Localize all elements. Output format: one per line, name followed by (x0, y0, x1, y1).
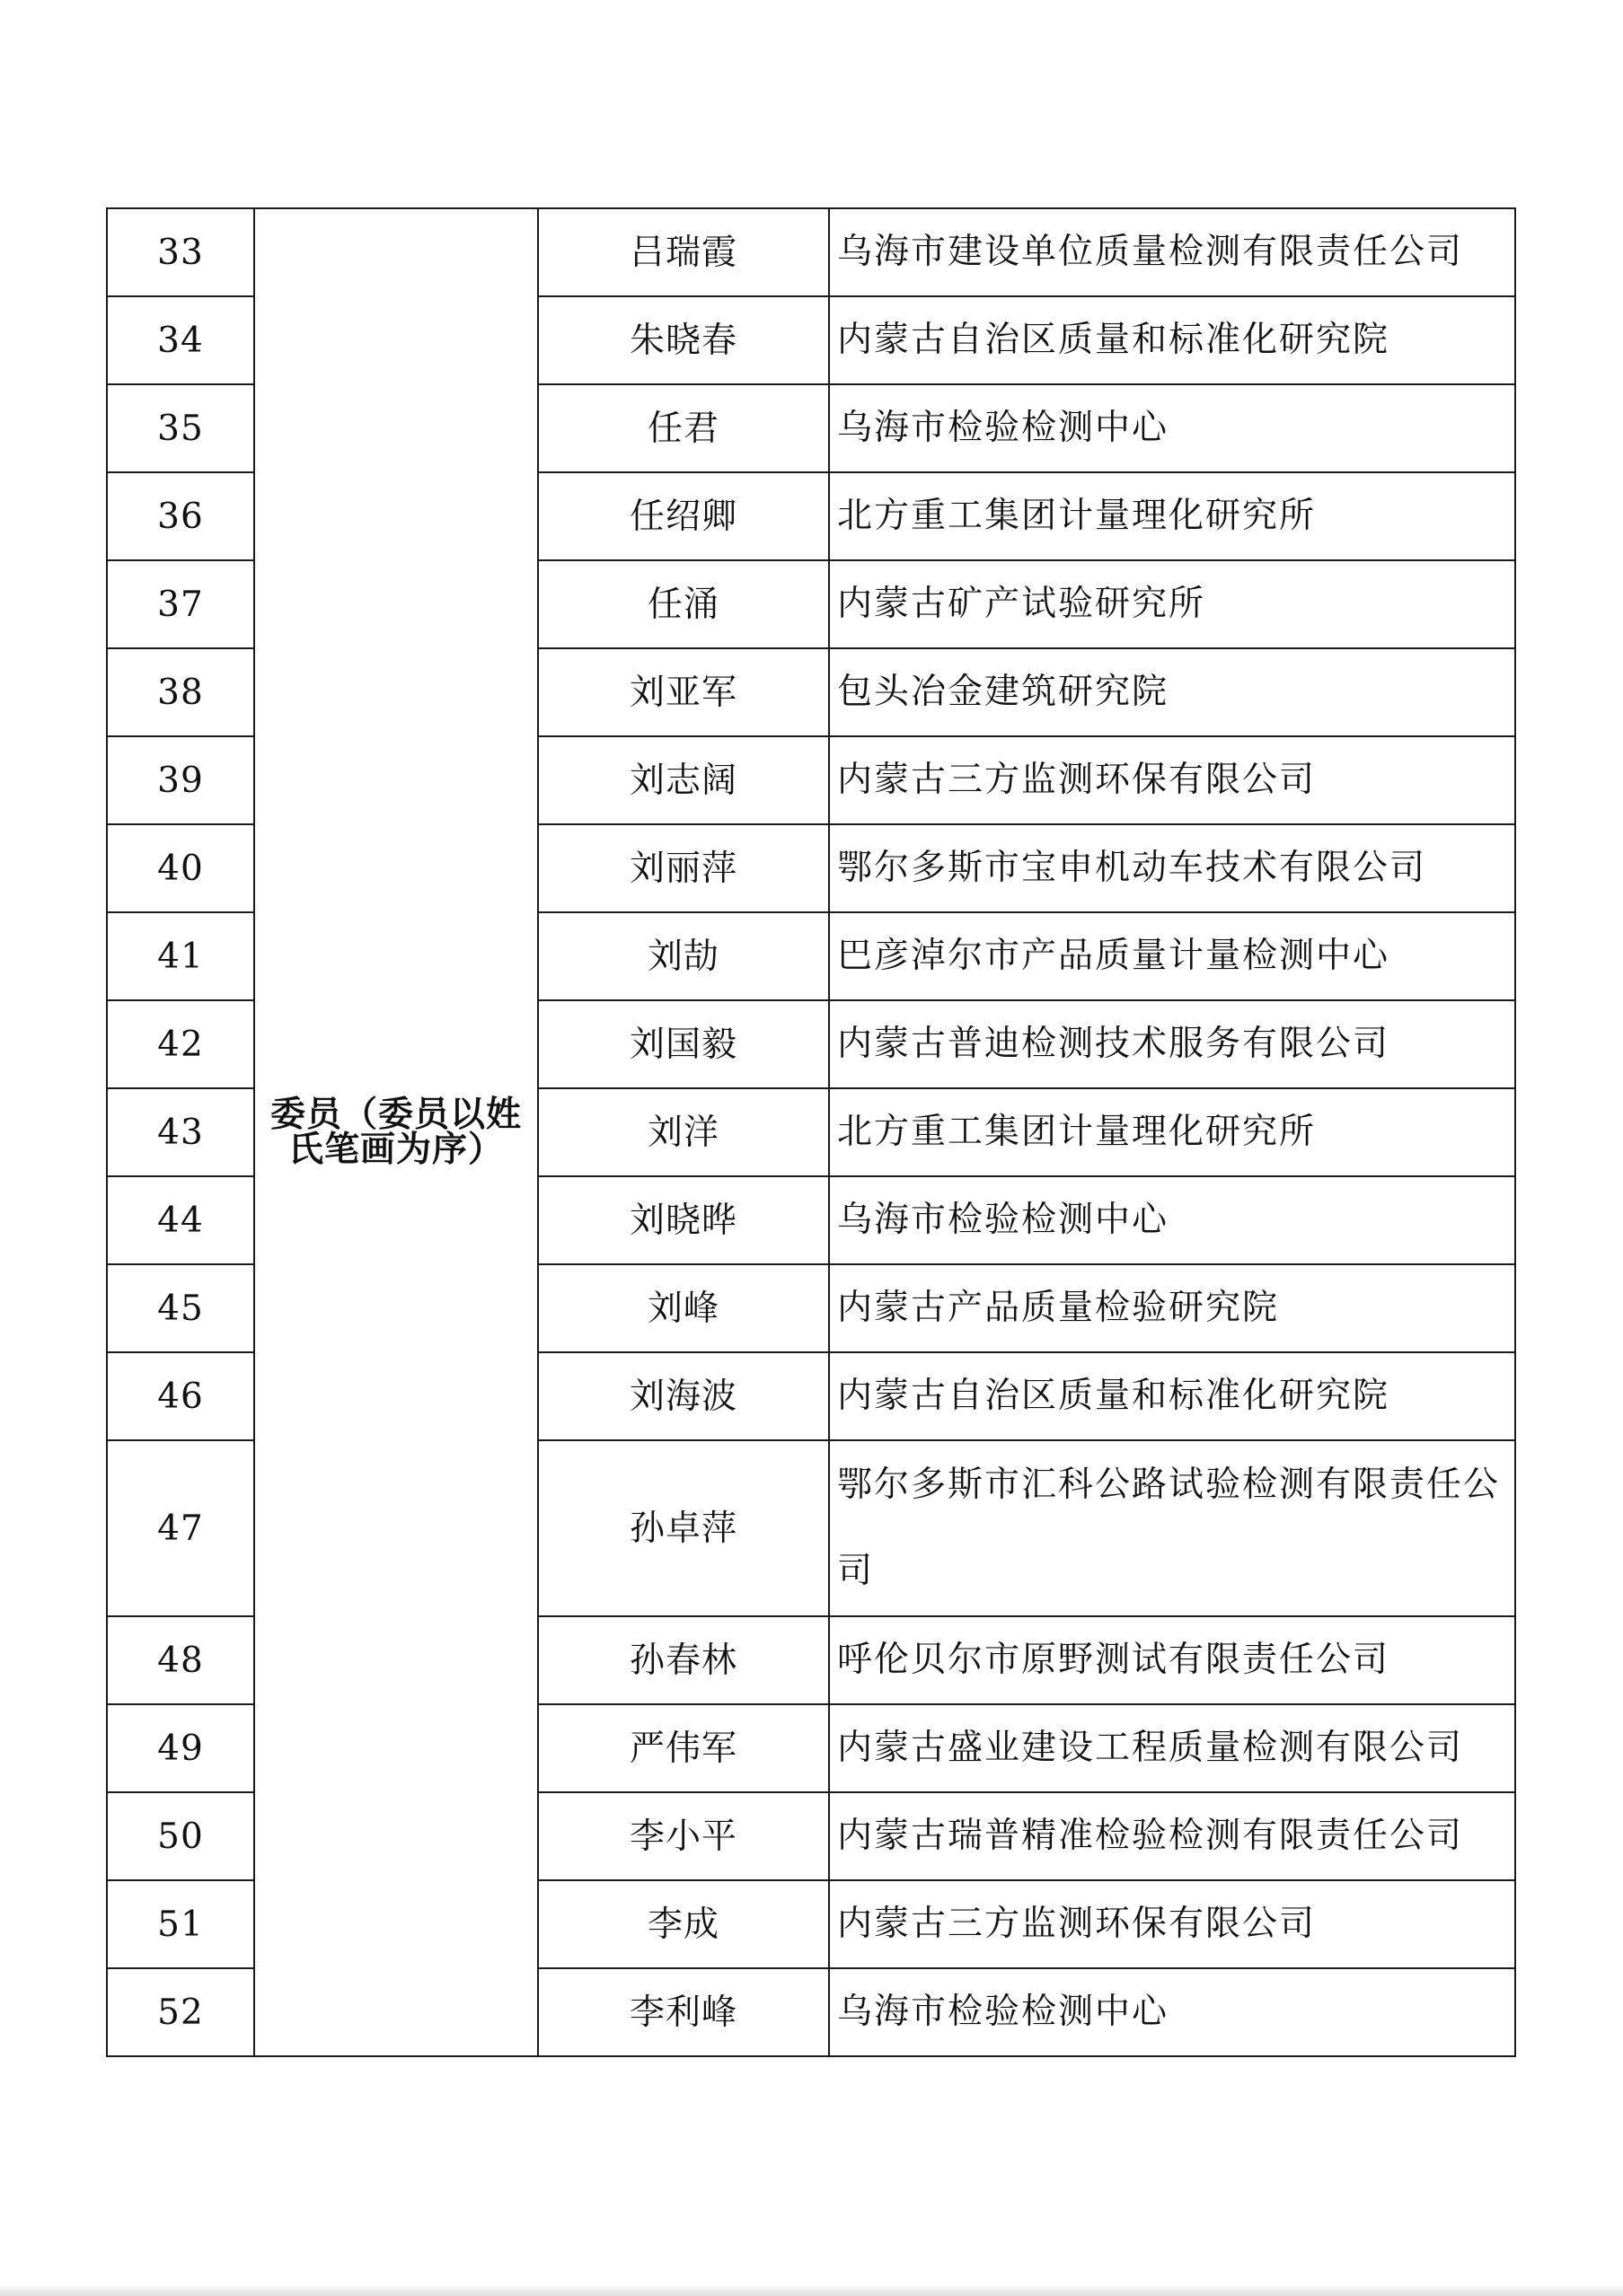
organization-text: 包头冶金建筑研究院 (837, 672, 1169, 712)
member-organization (829, 1792, 1515, 1880)
row-number: 40 (107, 824, 254, 912)
row-number: 45 (107, 1264, 254, 1352)
member-organization (829, 1088, 1515, 1176)
organization-text: 乌海市建设单位质量检测有限责任公司 (837, 232, 1464, 272)
member-organization (829, 824, 1515, 912)
member-name: 朱晓春 (538, 296, 829, 384)
organization-text: 乌海市检验检测中心 (837, 408, 1169, 448)
row-number: 46 (107, 1352, 254, 1440)
organization-text: 北方重工集团计量理化研究所 (837, 1112, 1317, 1152)
member-organization (829, 384, 1515, 472)
organization-text: 内蒙古自治区质量和标准化研究院 (837, 1376, 1390, 1416)
member-organization (829, 1440, 1515, 1616)
member-name: 任绍卿 (538, 472, 829, 560)
row-number: 34 (107, 296, 254, 384)
organization-text: 内蒙古自治区质量和标准化研究院 (837, 320, 1390, 360)
organization-text: 内蒙古三方监测环保有限公司 (837, 1904, 1317, 1944)
member-organization (829, 1704, 1515, 1792)
member-organization (829, 208, 1515, 296)
organization-text: 鄂尔多斯市宝申机动车技术有限公司 (837, 848, 1427, 888)
row-number: 49 (107, 1704, 254, 1792)
member-name: 李利峰 (538, 1968, 829, 2056)
member-organization (829, 560, 1515, 648)
member-name: 刘海波 (538, 1352, 829, 1440)
organization-text: 呼伦贝尔市原野测试有限责任公司 (837, 1640, 1390, 1680)
member-organization (829, 1000, 1515, 1088)
member-name: 孙春林 (538, 1616, 829, 1704)
member-name: 李小平 (538, 1792, 829, 1880)
organization-text: 内蒙古产品质量检验研究院 (837, 1288, 1280, 1328)
row-number: 33 (107, 208, 254, 296)
organization-text: 北方重工集团计量理化研究所 (837, 496, 1317, 536)
member-organization (829, 1880, 1515, 1968)
table-row (107, 208, 1515, 296)
member-organization (829, 472, 1515, 560)
member-organization (829, 912, 1515, 1000)
member-organization (829, 1352, 1515, 1440)
organization-text: 内蒙古矿产试验研究所 (837, 584, 1206, 624)
member-name: 刘志阔 (538, 736, 829, 824)
member-organization (829, 1616, 1515, 1704)
role-cell: 委员（委员以姓氏笔画为序） (254, 208, 538, 2056)
organization-text: 乌海市检验检测中心 (837, 1992, 1169, 2032)
member-organization (829, 1176, 1515, 1264)
member-name: 任君 (538, 384, 829, 472)
member-name: 刘洋 (538, 1088, 829, 1176)
row-number: 39 (107, 736, 254, 824)
scan-edge-shadow (0, 2283, 1623, 2296)
member-name: 吕瑞霞 (538, 208, 829, 296)
row-number: 42 (107, 1000, 254, 1088)
row-number: 50 (107, 1792, 254, 1880)
row-number: 38 (107, 648, 254, 736)
organization-text: 乌海市检验检测中心 (837, 1200, 1169, 1240)
row-number: 37 (107, 560, 254, 648)
organization-text: 鄂尔多斯市汇科公路试验检测有限责任公司 (837, 1465, 1501, 1591)
row-number: 47 (107, 1440, 254, 1616)
organization-text: 内蒙古瑞普精准检验检测有限责任公司 (837, 1816, 1464, 1856)
row-number: 52 (107, 1968, 254, 2056)
member-organization (829, 296, 1515, 384)
member-name: 孙卓萍 (538, 1440, 829, 1616)
committee-member-table (106, 207, 1516, 2057)
organization-text: 内蒙古盛业建设工程质量检测有限公司 (837, 1728, 1464, 1768)
member-name: 刘丽萍 (538, 824, 829, 912)
member-organization (829, 648, 1515, 736)
row-number: 35 (107, 384, 254, 472)
row-number: 44 (107, 1176, 254, 1264)
member-name: 刘劼 (538, 912, 829, 1000)
organization-text: 内蒙古普迪检测技术服务有限公司 (837, 1024, 1390, 1064)
member-name: 刘亚军 (538, 648, 829, 736)
row-number: 36 (107, 472, 254, 560)
row-number: 43 (107, 1088, 254, 1176)
table-body (107, 208, 1515, 2056)
member-name: 刘晓晔 (538, 1176, 829, 1264)
row-number: 41 (107, 912, 254, 1000)
organization-text: 内蒙古三方监测环保有限公司 (837, 760, 1317, 800)
member-name: 刘峰 (538, 1264, 829, 1352)
member-organization (829, 736, 1515, 824)
member-organization (829, 1264, 1515, 1352)
member-name: 严伟军 (538, 1704, 829, 1792)
row-number: 48 (107, 1616, 254, 1704)
row-number: 51 (107, 1880, 254, 1968)
member-name: 刘国毅 (538, 1000, 829, 1088)
member-name: 李成 (538, 1880, 829, 1968)
member-organization (829, 1968, 1515, 2056)
organization-text: 巴彦淖尔市产品质量计量检测中心 (837, 936, 1390, 976)
member-name: 任涌 (538, 560, 829, 648)
